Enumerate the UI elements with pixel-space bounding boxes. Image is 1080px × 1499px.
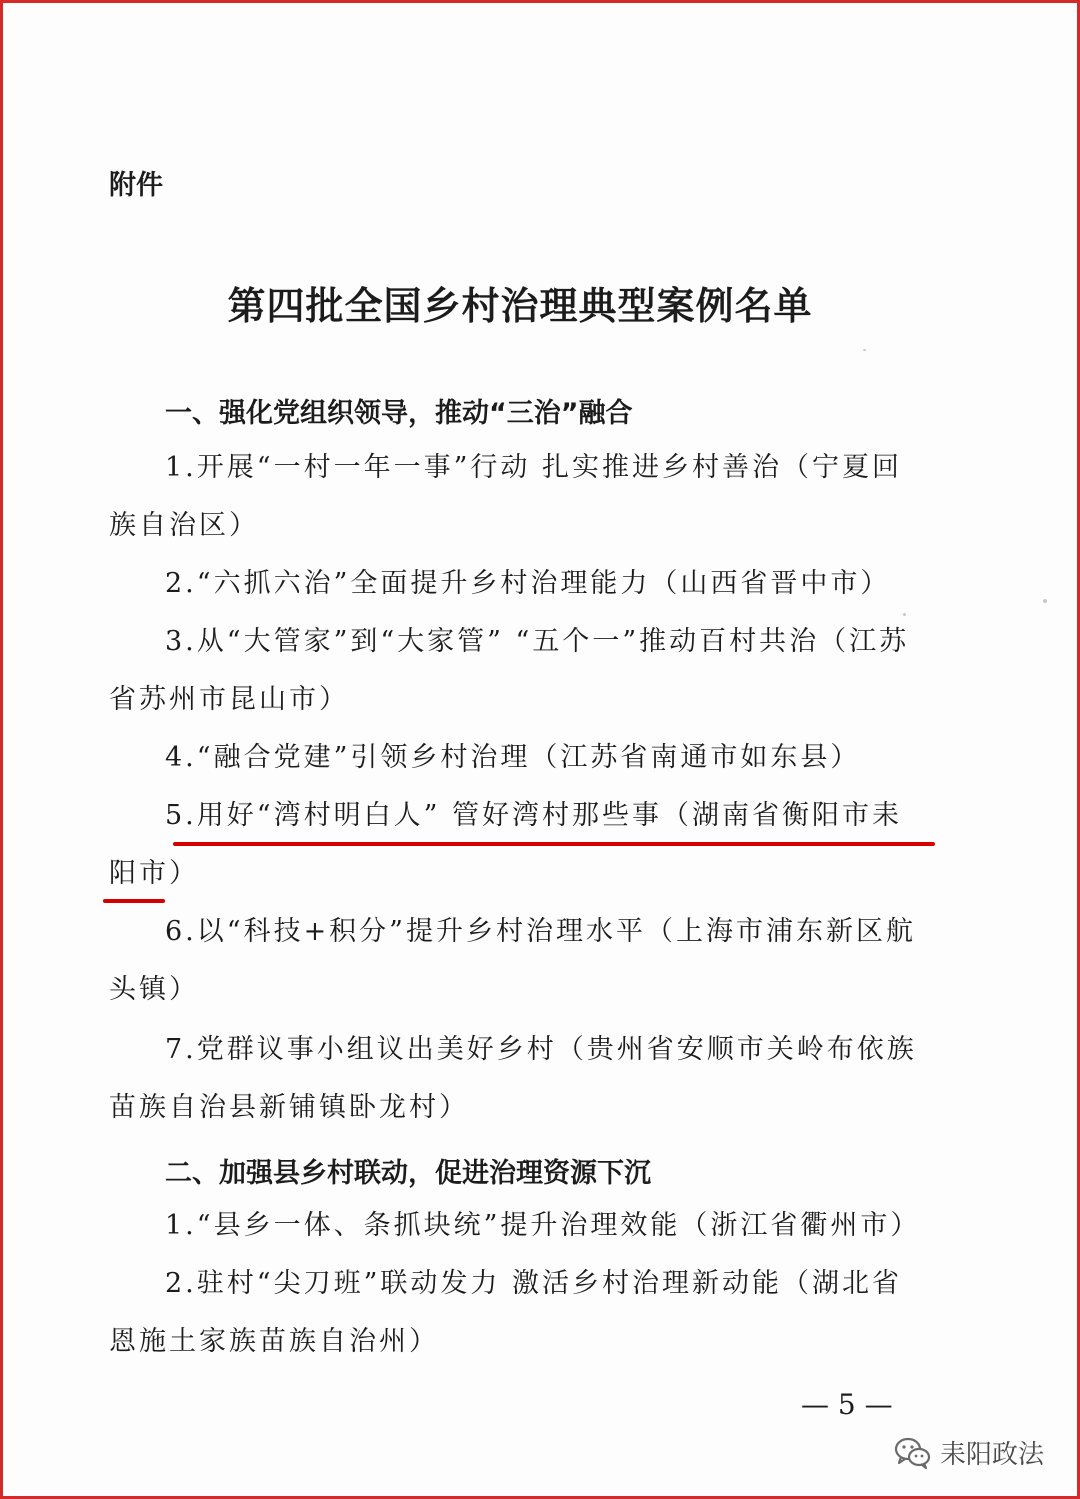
page-number: — 5 — [801,1388,893,1421]
scan-speck [1043,599,1047,603]
document-title: 第四批全国乡村治理典型案例名单 [227,283,813,328]
scan-speck [863,349,866,351]
scan-speck [903,613,906,616]
list-item: 2.驻村“尖刀班”联动发力 激活乡村治理新动能（湖北省恩施土家族苗族自治州） [109,1268,902,1357]
watermark-text: 耒阳政法 [940,1439,1045,1470]
list-item: 4.“融合党建”引领乡村治理（江苏省南通市如东县） [165,742,861,773]
watermark [892,1430,1044,1474]
list-item: 2.“六抓六治”全面提升乡村治理能力（山西省晋中市） [165,568,891,599]
list-item: 1.开展“一村一年一事”行动 扎实推进乡村善治（宁夏回族自治区） [109,452,902,541]
red-underline [173,842,935,846]
attachment-label: 附件 [109,170,163,201]
list-item: 6.以“科技+积分”提升乡村治理水平（上海市浦东新区航头镇） [109,916,916,1005]
section-heading-1: 一、强化党组织领导，推动“三治”融合 [165,398,633,429]
list-item: 1.“县乡一体、条抓块统”提升治理效能（浙江省衢州市） [165,1210,921,1241]
wechat-icon [892,1432,932,1472]
section-heading-2: 二、加强县乡村联动，促进治理资源下沉 [165,1158,651,1189]
list-item: 3.从“大管家”到“大家管” “五个一”推动百村共治（江苏省苏州市昆山市） [109,626,910,715]
list-item-highlighted: 5.用好“湾村明白人” 管好湾村那些事（湖南省衡阳市耒阳市） [109,800,902,889]
list-item: 7.党群议事小组议出美好乡村（贵州省安顺市关岭布依族苗族自治县新铺镇卧龙村） [109,1034,917,1123]
